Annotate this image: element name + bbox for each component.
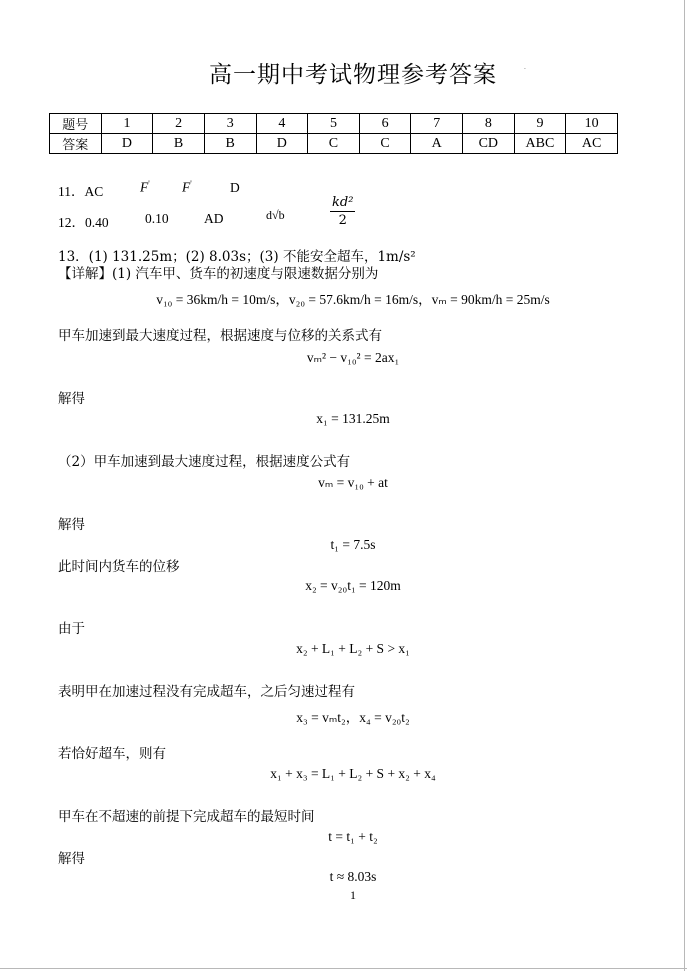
table-cell: C bbox=[308, 134, 360, 154]
equation-compare: x₂ + L₁ + L₂ + S > x₁ bbox=[296, 641, 410, 656]
table-cell: 5 bbox=[308, 114, 360, 134]
table-cell: 8 bbox=[463, 114, 515, 134]
equation-x1: x₁ = 131.25m bbox=[316, 411, 390, 426]
text-shortest: 甲车在不超速的前提下完成超车的最短时间 bbox=[58, 809, 315, 825]
q13-answer: 13．(1) 131.25m；(2) 8.03s；(3) 不能安全超车，1m/s² bbox=[58, 249, 416, 265]
equation-t: t = t₁ + t₂ bbox=[328, 829, 378, 844]
equation-t1: t₁ = 7.5s bbox=[330, 537, 376, 552]
equation-speeds: v₁₀ = 36km/h = 10m/s，v₂₀ = 57.6km/h = 16m/s，vₘ = 90km/h = 25m/s bbox=[156, 292, 550, 307]
q12-answer-1: 0.10 bbox=[145, 211, 169, 226]
text-since: 由于 bbox=[58, 621, 85, 637]
q11-answer-2: F' bbox=[182, 179, 192, 195]
fraction-numerator: kd² bbox=[332, 195, 354, 210]
table-cell: 1 bbox=[101, 114, 153, 134]
equation-result: t ≈ 8.03s bbox=[329, 869, 377, 884]
stray-mark: · bbox=[524, 66, 526, 73]
table-cell: CD bbox=[463, 134, 515, 154]
row-label: 题号 bbox=[50, 114, 102, 134]
table-cell: C bbox=[359, 134, 411, 154]
text-solve: 解得 bbox=[58, 391, 85, 407]
page-title: 高一期中考试物理参考答案 bbox=[209, 62, 497, 88]
text-part2: （2）甲车加速到最大速度过程，根据速度公式有 bbox=[58, 454, 351, 470]
q11-answer-1: F' bbox=[140, 179, 150, 195]
table-row bbox=[50, 134, 618, 154]
text-truck: 此时间内货车的位移 bbox=[58, 559, 180, 575]
equation-x2: x₂ = v₂₀t₁ = 120m bbox=[305, 578, 401, 593]
row-label: 答案 bbox=[50, 134, 102, 154]
table-cell: AC bbox=[566, 134, 618, 154]
table-cell: B bbox=[153, 134, 205, 154]
table-cell: 9 bbox=[514, 114, 566, 134]
text-exact: 若恰好超车，则有 bbox=[58, 746, 166, 762]
table-row bbox=[50, 114, 618, 134]
q12-label: 12．0.40 bbox=[58, 215, 109, 230]
q11-answer-3: D bbox=[230, 180, 240, 195]
table-cell: D bbox=[256, 134, 308, 154]
q11-label: 11．AC bbox=[58, 184, 104, 199]
q12-answer-3: d√b bbox=[266, 208, 285, 222]
equation-x3-x4: x₃ = vₘt₂，x₄ = v₂₀t₂ bbox=[296, 710, 410, 725]
page-number: 1 bbox=[350, 888, 356, 902]
q12-answer-2: AD bbox=[204, 211, 224, 226]
equation-vm: vₘ = v₁₀ + at bbox=[318, 475, 388, 490]
text-accel: 甲车加速到最大速度过程，根据速度与位移的关系式有 bbox=[58, 328, 382, 344]
table-cell: A bbox=[411, 134, 463, 154]
table-cell: 10 bbox=[566, 114, 618, 134]
table-cell: 3 bbox=[204, 114, 256, 134]
text-solve: 解得 bbox=[58, 851, 85, 867]
table-cell: 7 bbox=[411, 114, 463, 134]
text-solve: 解得 bbox=[58, 517, 85, 533]
text-uniform: 表明甲在加速过程没有完成超车，之后匀速过程有 bbox=[58, 684, 355, 700]
equation-total: x₁ + x₃ = L₁ + L₂ + S + x₂ + x₄ bbox=[270, 766, 436, 781]
table-cell: 6 bbox=[359, 114, 411, 134]
page-border bbox=[0, 968, 687, 969]
table-cell: 2 bbox=[153, 114, 205, 134]
q13-detail: 【详解】(1) 汽车甲、货车的初速度与限速数据分别为 bbox=[58, 266, 379, 282]
page-border bbox=[684, 0, 685, 971]
fraction-bar bbox=[330, 211, 355, 212]
table-cell: D bbox=[101, 134, 153, 154]
table-cell: ABC bbox=[514, 134, 566, 154]
table-cell: B bbox=[204, 134, 256, 154]
q12-fraction bbox=[330, 195, 355, 228]
fraction-denominator: 2 bbox=[338, 213, 347, 228]
table-cell: 4 bbox=[256, 114, 308, 134]
answer-table bbox=[49, 113, 618, 154]
equation-accel: vₘ² − v₁₀² = 2ax₁ bbox=[306, 350, 400, 365]
